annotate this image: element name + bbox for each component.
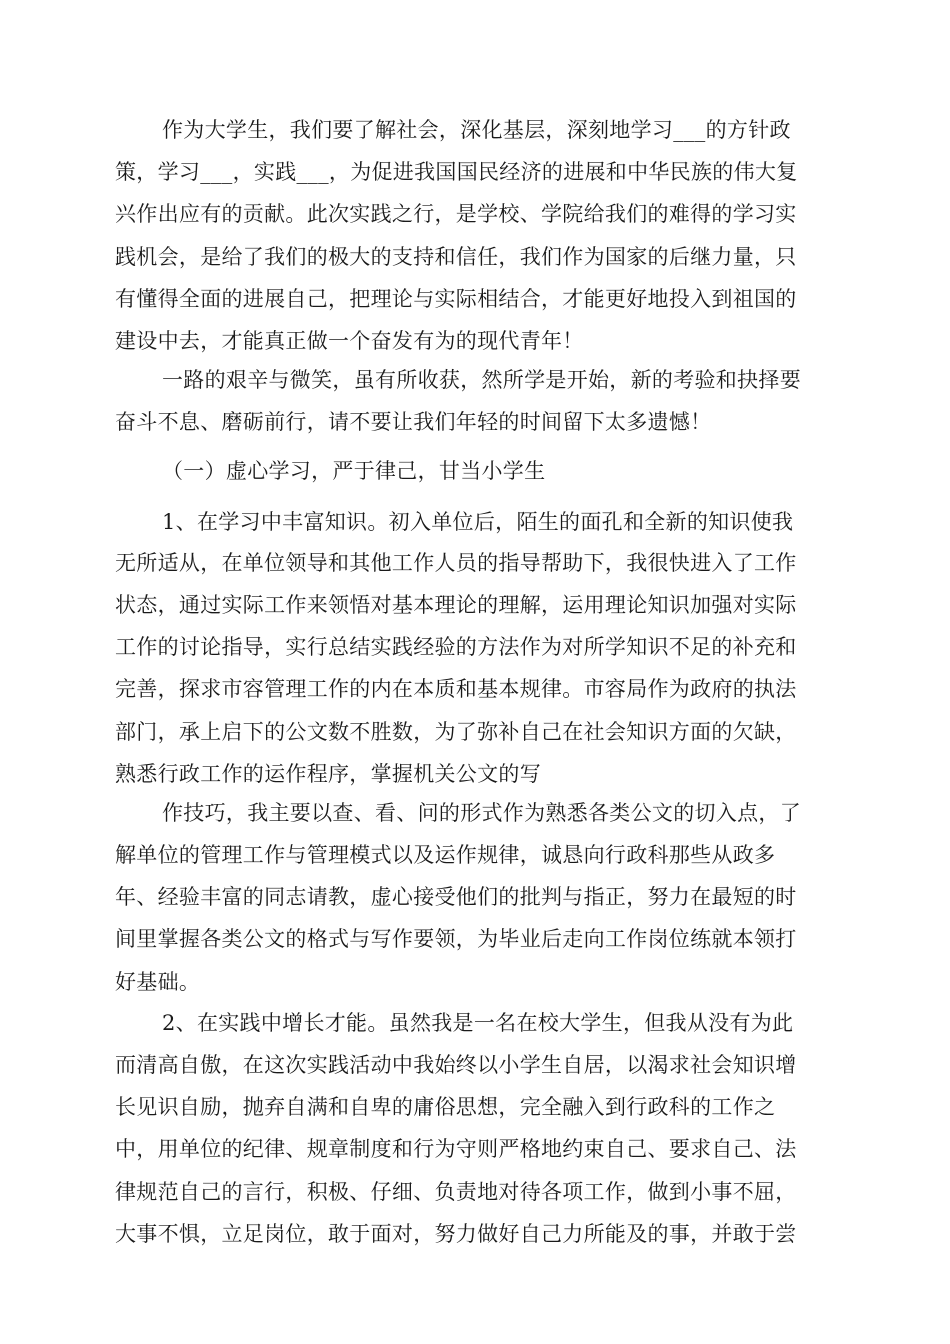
paragraph-1-line-1: 作为大学生，我们要了解社会，深化基层，深刻地学习___的方针政: [162, 118, 791, 142]
paragraph-4-line-1: 作技巧，我主要以查、看、问的形式作为熟悉各类公文的切入点，了: [162, 801, 801, 825]
paragraph-1-line-4: 践机会，是给了我们的极大的支持和信任，我们作为国家的后继力量，只: [115, 245, 797, 269]
paragraph-3-line-5: 完善，探求市容管理工作的内在本质和基本规律。市容局作为政府的执法: [115, 677, 797, 701]
paragraph-5-line-3: 长见识自励，抛弃自满和自卑的庸俗思想，完全融入到行政科的工作之: [115, 1095, 776, 1119]
paragraph-5-line-1: 2、在实践中增长才能。虽然我是一名在校大学生，但我从没有为此: [162, 1011, 794, 1035]
paragraph-4-line-3: 年、经验丰富的同志请教，虚心接受他们的批判与指正，努力在最短的时: [115, 885, 797, 909]
paragraph-5-line-5: 律规范自己的言行，积极、仔细、负责地对待各项工作，做到小事不屈，: [115, 1180, 797, 1204]
paragraph-3-line-7: 熟悉行政工作的运作程序，掌握机关公文的写: [115, 762, 541, 786]
paragraph-3-line-2: 无所适从，在单位领导和其他工作人员的指导帮助下，我很快进入了工作: [115, 551, 797, 575]
paragraph-5-line-2: 而清高自傲，在这次实践活动中我始终以小学生自居，以渴求社会知识增: [115, 1053, 797, 1077]
paragraph-5-line-7: [0, 1256, 950, 1296]
paragraph-4-line-5: 好基础。: [115, 970, 201, 994]
paragraph-3-line-6: 部门，承上启下的公文数不胜数，为了弥补自己在社会知识方面的欠缺，: [115, 720, 797, 744]
paragraph-4-line-4: 间里掌握各类公文的格式与写作要领，为毕业后走向工作岗位练就本领打: [115, 927, 797, 951]
paragraph-3-line-4: 工作的讨论指导，实行总结实践经验的方法作为对所学知识不足的补充和: [115, 635, 797, 659]
paragraph-5-line-4: 中，用单位的纪律、规章制度和行为守则严格地约束自己、要求自己、法: [115, 1137, 797, 1161]
paragraph-1-line-6: 建设中去，才能真正做一个奋发有为的现代青年！: [115, 329, 584, 353]
paragraph-3-line-3: 状态，通过实际工作来领悟对基本理论的理解，运用理论知识加强对实际: [115, 593, 797, 617]
paragraph-2-line-1: 一路的艰辛与微笑，虽有所收获，然所学是开始，新的考验和抉择要: [162, 368, 801, 392]
paragraph-2-line-2: 奋斗不息、磨砺前行，请不要让我们年轻的时间留下太多遗憾！: [115, 410, 712, 434]
paragraph-5-line-6: 大事不惧，立足岗位，敢于面对，努力做好自己力所能及的事，并敢于尝: [115, 1222, 797, 1246]
paragraph-4-line-2: 解单位的管理工作与管理模式以及运作规律，诚恳向行政科那些从政多: [115, 843, 776, 867]
paragraph-1-line-3: 兴作出应有的贡献。此次实践之行，是学校、学院给我们的难得的学习实: [115, 202, 797, 226]
paragraph-1-line-5: 有懂得全面的进展自己，把理论与实际相结合，才能更好地投入到祖国的: [115, 287, 797, 311]
paragraph-1-line-2: 策，学习___，实践___，为促进我国国民经济的进展和中华民族的伟大复: [115, 160, 798, 184]
section-heading: （一）虚心学习，严于律己，甘当小学生: [162, 459, 546, 483]
paragraph-3-line-1: 1、在学习中丰富知识。初入单位后，陌生的面孔和全新的知识使我: [162, 510, 794, 534]
